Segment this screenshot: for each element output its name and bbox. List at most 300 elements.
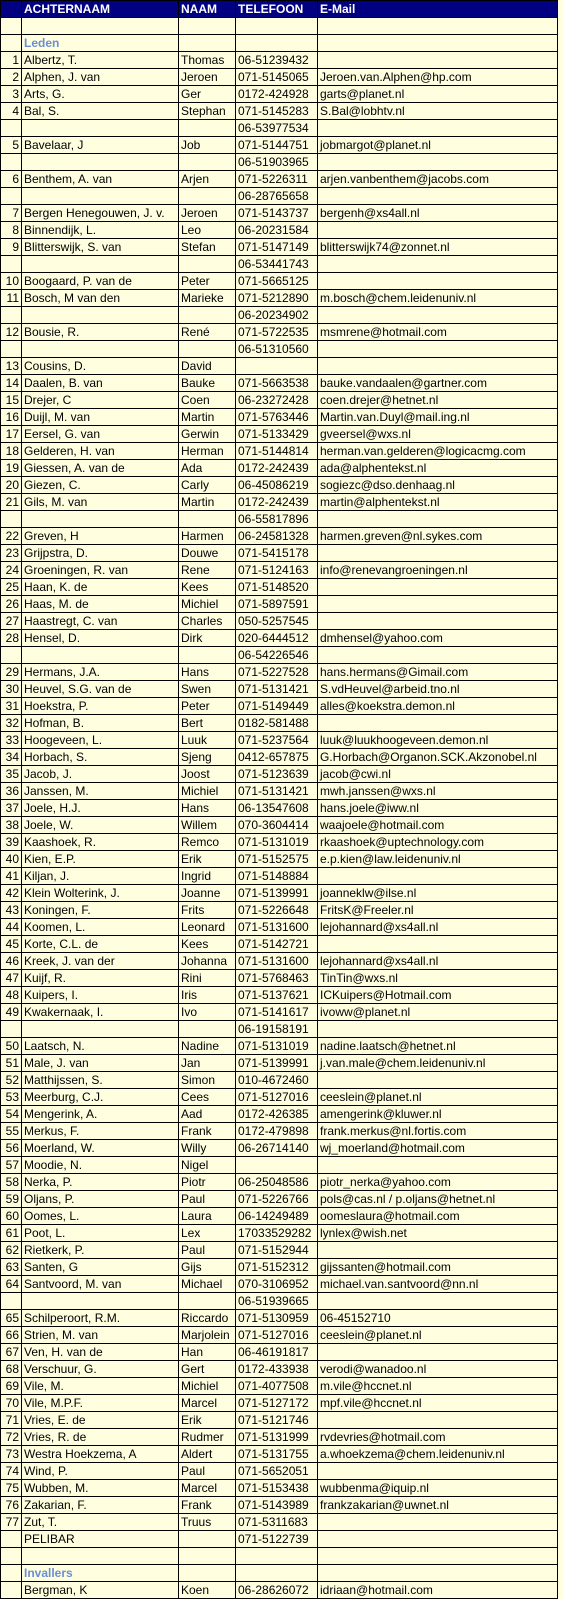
naam-cell: Bauke	[179, 375, 236, 392]
achternaam-cell: Cousins, D.	[22, 358, 179, 375]
email-cell: ceeslein@planet.nl	[318, 1327, 558, 1344]
index-cell	[1, 1548, 22, 1565]
email-cell	[318, 579, 558, 596]
naam-cell: Ger	[179, 86, 236, 103]
table-row	[1, 1361, 558, 1378]
achternaam-cell	[22, 154, 179, 171]
telefoon-cell: 071-5763446	[236, 409, 318, 426]
email-cell: luuk@luukhoogeveen.demon.nl	[318, 732, 558, 749]
header-cell-naam: NAAM	[179, 1, 236, 18]
index-cell	[1, 511, 22, 528]
achternaam-cell: Bosch, M van den	[22, 290, 179, 307]
index-cell: 1	[1, 52, 22, 69]
index-cell: 77	[1, 1514, 22, 1531]
table-body	[1, 18, 558, 1599]
table-row	[1, 902, 558, 919]
email-cell: blitterswijk74@zonnet.nl	[318, 239, 558, 256]
achternaam-cell: Matthijssen, S.	[22, 1072, 179, 1089]
index-cell: 27	[1, 613, 22, 630]
naam-cell: Aad	[179, 1106, 236, 1123]
telefoon-cell: 071-5143989	[236, 1497, 318, 1514]
email-cell: jacob@cwi.nl	[318, 766, 558, 783]
naam-cell: Michael	[179, 1276, 236, 1293]
telefoon-cell: 071-5152575	[236, 851, 318, 868]
index-cell: 73	[1, 1446, 22, 1463]
achternaam-cell: Bousie, R.	[22, 324, 179, 341]
telefoon-cell: 071-5127172	[236, 1395, 318, 1412]
index-cell: 68	[1, 1361, 22, 1378]
table-row	[1, 749, 558, 766]
table-row	[1, 1327, 558, 1344]
naam-cell: Joost	[179, 766, 236, 783]
email-cell: joanneklw@ilse.nl	[318, 885, 558, 902]
achternaam-cell: Gelderen, H. van	[22, 443, 179, 460]
naam-cell: Marjolein	[179, 1327, 236, 1344]
email-cell	[318, 715, 558, 732]
email-cell: a.whoekzema@chem.leidenuniv.nl	[318, 1446, 558, 1463]
index-cell: 58	[1, 1174, 22, 1191]
naam-cell: Kees	[179, 579, 236, 596]
email-cell: lejohannard@xs4all.nl	[318, 953, 558, 970]
index-cell: 56	[1, 1140, 22, 1157]
email-cell: nadine.laatsch@hetnet.nl	[318, 1038, 558, 1055]
naam-cell	[179, 341, 236, 358]
achternaam-cell: Bavelaar, J	[22, 137, 179, 154]
achternaam-cell: Kuipers, I.	[22, 987, 179, 1004]
email-cell: j.van.male@chem.leidenuniv.nl	[318, 1055, 558, 1072]
index-cell	[1, 1021, 22, 1038]
email-cell	[318, 256, 558, 273]
achternaam-cell: Boogaard, P. van de	[22, 273, 179, 290]
table-row	[1, 1446, 558, 1463]
index-cell: 10	[1, 273, 22, 290]
telefoon-cell: 071-5131755	[236, 1446, 318, 1463]
naam-cell	[179, 511, 236, 528]
table-row	[1, 1531, 558, 1548]
email-cell	[318, 358, 558, 375]
email-cell	[318, 18, 558, 35]
email-cell: bauke.vandaalen@gartner.com	[318, 375, 558, 392]
table-row	[1, 1548, 558, 1565]
table-row	[1, 919, 558, 936]
telefoon-cell: 17033529282	[236, 1225, 318, 1242]
email-cell	[318, 1548, 558, 1565]
index-cell: 38	[1, 817, 22, 834]
naam-cell: Rudmer	[179, 1429, 236, 1446]
index-cell: 40	[1, 851, 22, 868]
naam-cell: Simon	[179, 1072, 236, 1089]
achternaam-cell: Drejer, C	[22, 392, 179, 409]
naam-cell: Dirk	[179, 630, 236, 647]
naam-cell: Ada	[179, 460, 236, 477]
telefoon-cell: 06-25048586	[236, 1174, 318, 1191]
index-cell	[1, 256, 22, 273]
index-cell: 66	[1, 1327, 22, 1344]
index-cell: 34	[1, 749, 22, 766]
table-row	[1, 511, 558, 528]
index-cell: 46	[1, 953, 22, 970]
telefoon-cell: 071-5131421	[236, 783, 318, 800]
telefoon-cell: 0172-242439	[236, 494, 318, 511]
achternaam-cell: Santen, G	[22, 1259, 179, 1276]
index-cell: 24	[1, 562, 22, 579]
naam-cell: René	[179, 324, 236, 341]
telefoon-cell: 06-45086219	[236, 477, 318, 494]
table-row	[1, 596, 558, 613]
naam-cell: Nadine	[179, 1038, 236, 1055]
email-cell: hans.hermans@Gimail.com	[318, 664, 558, 681]
achternaam-cell: Haas, M. de	[22, 596, 179, 613]
achternaam-cell	[22, 511, 179, 528]
naam-cell: Rene	[179, 562, 236, 579]
email-cell	[318, 868, 558, 885]
telefoon-cell: 071-5226648	[236, 902, 318, 919]
telefoon-cell: 0172-424928	[236, 86, 318, 103]
naam-cell	[179, 35, 236, 52]
achternaam-cell	[22, 256, 179, 273]
index-cell	[1, 1582, 22, 1599]
naam-cell: Charles	[179, 613, 236, 630]
telefoon-cell: 0182-581488	[236, 715, 318, 732]
table-row	[1, 1480, 558, 1497]
index-cell: 15	[1, 392, 22, 409]
email-cell: michael.van.santvoord@nn.nl	[318, 1276, 558, 1293]
email-cell	[318, 1242, 558, 1259]
naam-cell: Swen	[179, 681, 236, 698]
telefoon-cell: 071-5237564	[236, 732, 318, 749]
telefoon-cell: 06-24581328	[236, 528, 318, 545]
telefoon-cell: 06-54226546	[236, 647, 318, 664]
email-cell: Martin.van.Duyl@mail.ing.nl	[318, 409, 558, 426]
email-cell	[318, 936, 558, 953]
naam-cell: Bert	[179, 715, 236, 732]
table-row	[1, 171, 558, 188]
telefoon-cell: 06-13547608	[236, 800, 318, 817]
index-cell	[1, 120, 22, 137]
table-row	[1, 103, 558, 120]
email-cell: sogiezc@dso.denhaag.nl	[318, 477, 558, 494]
table-row	[1, 1582, 558, 1599]
index-cell: 20	[1, 477, 22, 494]
table-row	[1, 1208, 558, 1225]
table-row	[1, 86, 558, 103]
email-cell: ICKuipers@Hotmail.com	[318, 987, 558, 1004]
achternaam-cell: Horbach, S.	[22, 749, 179, 766]
table-row	[1, 239, 558, 256]
table-row	[1, 1106, 558, 1123]
telefoon-cell: 071-5127016	[236, 1327, 318, 1344]
email-cell	[318, 596, 558, 613]
achternaam-cell: Arts, G.	[22, 86, 179, 103]
achternaam-cell: Giessen, A. van de	[22, 460, 179, 477]
table-row	[1, 800, 558, 817]
index-cell: 60	[1, 1208, 22, 1225]
telefoon-cell: 06-26714140	[236, 1140, 318, 1157]
telefoon-cell: 071-5153438	[236, 1480, 318, 1497]
email-cell	[318, 1412, 558, 1429]
telefoon-cell: 071-5148520	[236, 579, 318, 596]
naam-cell: Erik	[179, 851, 236, 868]
telefoon-cell: 06-55817896	[236, 511, 318, 528]
achternaam-cell: Oljans, P.	[22, 1191, 179, 1208]
naam-cell: Joanne	[179, 885, 236, 902]
achternaam-cell: Kien, E.P.	[22, 851, 179, 868]
index-cell: 57	[1, 1157, 22, 1174]
email-cell	[318, 1531, 558, 1548]
index-cell: 6	[1, 171, 22, 188]
telefoon-cell: 0412-657875	[236, 749, 318, 766]
naam-cell: Peter	[179, 698, 236, 715]
naam-cell: Michiel	[179, 596, 236, 613]
index-cell: 8	[1, 222, 22, 239]
index-cell: 11	[1, 290, 22, 307]
achternaam-cell: Merkus, F.	[22, 1123, 179, 1140]
section-label: Invallers	[22, 1565, 179, 1582]
index-cell: 53	[1, 1089, 22, 1106]
email-cell: rvdevries@hotmail.com	[318, 1429, 558, 1446]
table-row	[1, 783, 558, 800]
email-cell: idriaan@hotmail.com	[318, 1582, 558, 1599]
achternaam-cell: Poot, L.	[22, 1225, 179, 1242]
index-cell: 43	[1, 902, 22, 919]
email-cell: harmen.greven@nl.sykes.com	[318, 528, 558, 545]
achternaam-cell: Kaashoek, R.	[22, 834, 179, 851]
email-cell: FritsK@Freeler.nl	[318, 902, 558, 919]
telefoon-cell: 071-5148884	[236, 868, 318, 885]
table-row	[1, 1123, 558, 1140]
telefoon-cell: 0172-433938	[236, 1361, 318, 1378]
table-row	[1, 205, 558, 222]
index-cell: 41	[1, 868, 22, 885]
achternaam-cell: Meerburg, C.J.	[22, 1089, 179, 1106]
telefoon-cell: 071-5139991	[236, 1055, 318, 1072]
telefoon-cell: 071-5122739	[236, 1531, 318, 1548]
email-cell	[318, 1021, 558, 1038]
telefoon-cell: 071-5131600	[236, 919, 318, 936]
telefoon-cell: 06-19158191	[236, 1021, 318, 1038]
table-row	[1, 766, 558, 783]
telefoon-cell: 071-5226766	[236, 1191, 318, 1208]
table-row	[1, 834, 558, 851]
telefoon-cell: 06-51939665	[236, 1293, 318, 1310]
email-cell: wubbenma@iquip.nl	[318, 1480, 558, 1497]
table-row	[1, 1004, 558, 1021]
naam-cell: Remco	[179, 834, 236, 851]
email-cell	[318, 511, 558, 528]
email-cell	[318, 341, 558, 358]
naam-cell: Gerwin	[179, 426, 236, 443]
achternaam-cell	[22, 1548, 179, 1565]
telefoon-cell: 071-5145283	[236, 103, 318, 120]
telefoon-cell: 071-5149449	[236, 698, 318, 715]
telefoon-cell: 06-53441743	[236, 256, 318, 273]
achternaam-cell: Moodie, N.	[22, 1157, 179, 1174]
table-row	[1, 987, 558, 1004]
achternaam-cell: Bergen Henegouwen, J. v.	[22, 205, 179, 222]
telefoon-cell: 071-4077508	[236, 1378, 318, 1395]
table-row	[1, 256, 558, 273]
naam-cell: Kees	[179, 936, 236, 953]
telefoon-cell: 071-5311683	[236, 1514, 318, 1531]
telefoon-cell: 0172-426385	[236, 1106, 318, 1123]
email-cell: info@renevangroeningen.nl	[318, 562, 558, 579]
table-row	[1, 562, 558, 579]
email-cell	[318, 222, 558, 239]
email-cell: piotr_nerka@yahoo.com	[318, 1174, 558, 1191]
naam-cell	[179, 256, 236, 273]
telefoon-cell: 071-5415178	[236, 545, 318, 562]
index-cell: 7	[1, 205, 22, 222]
index-cell: 59	[1, 1191, 22, 1208]
naam-cell: Leonard	[179, 919, 236, 936]
email-cell: e.p.kien@law.leidenuniv.nl	[318, 851, 558, 868]
telefoon-cell: 06-20234902	[236, 307, 318, 324]
email-cell: m.bosch@chem.leidenuniv.nl	[318, 290, 558, 307]
naam-cell: Jan	[179, 1055, 236, 1072]
table-row	[1, 1565, 558, 1582]
achternaam-cell: Daalen, B. van	[22, 375, 179, 392]
table-row	[1, 698, 558, 715]
table-row	[1, 426, 558, 443]
email-cell	[318, 307, 558, 324]
telefoon-cell: 071-5227528	[236, 664, 318, 681]
achternaam-cell: Vile, M.P.F.	[22, 1395, 179, 1412]
index-cell: 17	[1, 426, 22, 443]
email-cell: herman.van.gelderen@logicacmg.com	[318, 443, 558, 460]
achternaam-cell	[22, 188, 179, 205]
email-cell: 06-45152710	[318, 1310, 558, 1327]
achternaam-cell: Ven, H. van de	[22, 1344, 179, 1361]
table-row	[1, 137, 558, 154]
achternaam-cell: Haan, K. de	[22, 579, 179, 596]
email-cell	[318, 647, 558, 664]
table-row	[1, 1259, 558, 1276]
achternaam-cell: Binnendijk, L.	[22, 222, 179, 239]
index-cell: 74	[1, 1463, 22, 1480]
table-row	[1, 664, 558, 681]
email-cell	[318, 1344, 558, 1361]
naam-cell: Harmen	[179, 528, 236, 545]
achternaam-cell	[22, 647, 179, 664]
table-row	[1, 817, 558, 834]
telefoon-cell: 0172-242439	[236, 460, 318, 477]
naam-cell: Jeroen	[179, 205, 236, 222]
naam-cell: Douwe	[179, 545, 236, 562]
naam-cell: Martin	[179, 494, 236, 511]
table-row	[1, 1429, 558, 1446]
index-cell	[1, 154, 22, 171]
naam-cell: David	[179, 358, 236, 375]
index-cell: 72	[1, 1429, 22, 1446]
telefoon-cell: 071-5152944	[236, 1242, 318, 1259]
table-row	[1, 35, 558, 52]
achternaam-cell: Heuvel, S.G. van de	[22, 681, 179, 698]
achternaam-cell: Giezen, C.	[22, 477, 179, 494]
achternaam-cell: Strien, M. van	[22, 1327, 179, 1344]
table-row	[1, 1242, 558, 1259]
naam-cell: Erik	[179, 1412, 236, 1429]
email-cell	[318, 52, 558, 69]
telefoon-cell: 06-53977534	[236, 120, 318, 137]
naam-cell: Stephan	[179, 103, 236, 120]
email-cell: S.vdHeuvel@arbeid.tno.nl	[318, 681, 558, 698]
index-cell: 47	[1, 970, 22, 987]
achternaam-cell: Hensel, D.	[22, 630, 179, 647]
achternaam-cell: Kreek, J. van der	[22, 953, 179, 970]
table-row	[1, 1089, 558, 1106]
index-cell: 26	[1, 596, 22, 613]
email-cell: ceeslein@planet.nl	[318, 1089, 558, 1106]
section-label: Leden	[22, 35, 179, 52]
index-cell: 64	[1, 1276, 22, 1293]
naam-cell	[179, 1531, 236, 1548]
email-cell: amengerink@kluwer.nl	[318, 1106, 558, 1123]
telefoon-cell: 06-51310560	[236, 341, 318, 358]
achternaam-cell: Hoogeveen, L.	[22, 732, 179, 749]
table-row	[1, 375, 558, 392]
naam-cell: Coen	[179, 392, 236, 409]
table-row	[1, 1225, 558, 1242]
index-cell: 14	[1, 375, 22, 392]
achternaam-cell	[22, 341, 179, 358]
email-cell	[318, 545, 558, 562]
achternaam-cell: Klein Wolterink, J.	[22, 885, 179, 902]
email-cell: gijssanten@hotmail.com	[318, 1259, 558, 1276]
achternaam-cell: Oomes, L.	[22, 1208, 179, 1225]
naam-cell: Hans	[179, 664, 236, 681]
achternaam-cell: Koomen, L.	[22, 919, 179, 936]
table-row	[1, 647, 558, 664]
naam-cell	[179, 1548, 236, 1565]
index-cell	[1, 1565, 22, 1582]
achternaam-cell: Haastregt, C. van	[22, 613, 179, 630]
table-row	[1, 290, 558, 307]
naam-cell: Ingrid	[179, 868, 236, 885]
telefoon-cell: 071-5121746	[236, 1412, 318, 1429]
index-cell: 50	[1, 1038, 22, 1055]
naam-cell: Carly	[179, 477, 236, 494]
header-row	[1, 1, 558, 18]
telefoon-cell: 06-46191817	[236, 1344, 318, 1361]
achternaam-cell: Hermans, J.A.	[22, 664, 179, 681]
telefoon-cell: 071-5663538	[236, 375, 318, 392]
index-cell: 61	[1, 1225, 22, 1242]
achternaam-cell: Vries, E. de	[22, 1412, 179, 1429]
index-cell	[1, 35, 22, 52]
telefoon-cell: 071-5897591	[236, 596, 318, 613]
index-cell: 32	[1, 715, 22, 732]
index-cell: 71	[1, 1412, 22, 1429]
email-cell: frankzakarian@uwnet.nl	[318, 1497, 558, 1514]
table-row	[1, 885, 558, 902]
achternaam-cell: Joele, W.	[22, 817, 179, 834]
telefoon-cell: 071-5665125	[236, 273, 318, 290]
naam-cell: Paul	[179, 1242, 236, 1259]
telefoon-cell: 020-6444512	[236, 630, 318, 647]
table-row	[1, 477, 558, 494]
telefoon-cell: 06-14249489	[236, 1208, 318, 1225]
achternaam-cell	[22, 18, 179, 35]
email-cell: dmhensel@yahoo.com	[318, 630, 558, 647]
telefoon-cell: 071-5131421	[236, 681, 318, 698]
telefoon-cell: 071-5145065	[236, 69, 318, 86]
table-row	[1, 443, 558, 460]
telefoon-cell	[236, 1548, 318, 1565]
table-row	[1, 69, 558, 86]
table-row	[1, 188, 558, 205]
table-row	[1, 154, 558, 171]
email-cell: ada@alphentekst.nl	[318, 460, 558, 477]
